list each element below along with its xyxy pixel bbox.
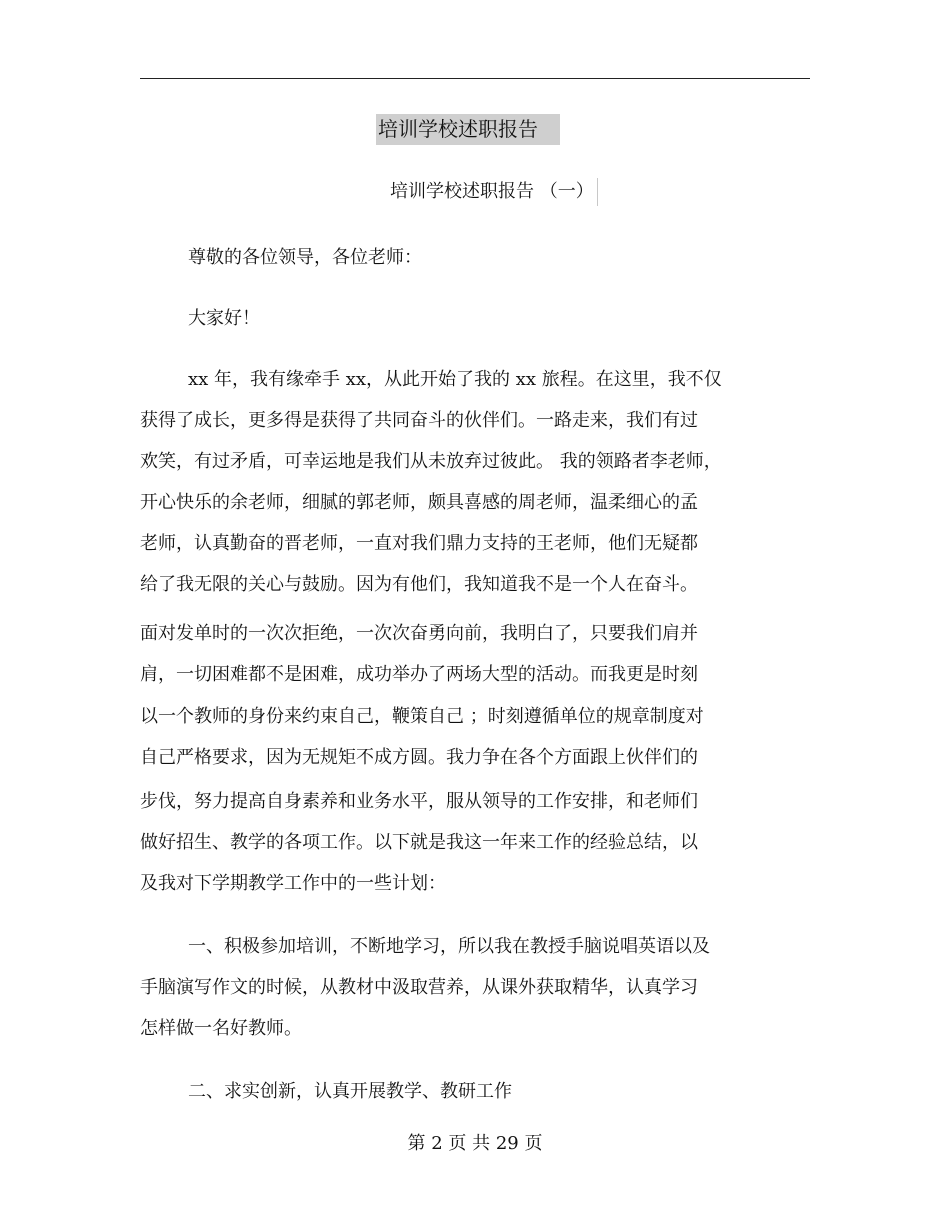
body-line: xx 年，我有缘牵手 xx，从此开始了我的 xx 旅程。在这里，我不仅 — [188, 369, 722, 390]
page-number-footer: 第 2 页 共 29 页 — [407, 1133, 543, 1154]
body-line: 及我对下学期教学工作中的一些计划： — [140, 873, 446, 894]
body-line: 面对发单时的一次次拒绝，一次次奋勇向前，我明白了，只要我们肩并 — [140, 623, 698, 644]
body-line: 老师，认真勤奋的晋老师，一直对我们鼎力支持的王老师，他们无疑都 — [140, 533, 698, 554]
header-rule — [140, 78, 810, 79]
body-line: 开心快乐的余老师，细腻的郭老师，颇具喜感的周老师，温柔细心的孟 — [140, 492, 698, 513]
body-line: 做好招生、教学的各项工作。以下就是我这一年来工作的经验总结，以 — [140, 832, 698, 853]
section-1-line: 怎样做一名好教师。 — [140, 1018, 302, 1039]
body-line: 步伐，努力提高自身素养和业务水平，服从领导的工作安排，和老师们 — [140, 791, 698, 812]
document-subtitle: 培训学校述职报告 （一） — [390, 178, 598, 206]
section-1-line: 手脑演写作文的时候，从教材中汲取营养，从课外获取精华，认真学习 — [140, 977, 698, 998]
section-2-heading: 二、求实创新，认真开展教学、教研工作 — [188, 1081, 512, 1102]
greeting: 大家好！ — [188, 308, 260, 329]
body-line: 获得了成长，更多得是获得了共同奋斗的伙伴们。一路走来，我们有过 — [140, 410, 698, 431]
salutation: 尊敬的各位领导，各位老师： — [188, 247, 422, 268]
section-1-line: 一、积极参加培训，不断地学习，所以我在教授手脑说唱英语以及 — [188, 936, 710, 957]
body-line: 给了我无限的关心与鼓励。因为有他们，我知道我不是一个人在奋斗。 — [140, 574, 698, 595]
body-line: 以一个教师的身份来约束自己，鞭策自己 ；时刻遵循单位的规章制度对 — [140, 706, 704, 727]
body-line: 欢笑，有过矛盾，可幸运地是我们从未放弃过彼此。 我的领路者李老师， — [140, 451, 722, 472]
body-line: 自己严格要求，因为无规矩不成方圆。我力争在各个方面跟上伙伴们的 — [140, 747, 698, 768]
document-title: 培训学校述职报告 — [376, 114, 560, 145]
body-line: 肩，一切困难都不是困难，成功举办了两场大型的活动。而我更是时刻 — [140, 664, 698, 685]
